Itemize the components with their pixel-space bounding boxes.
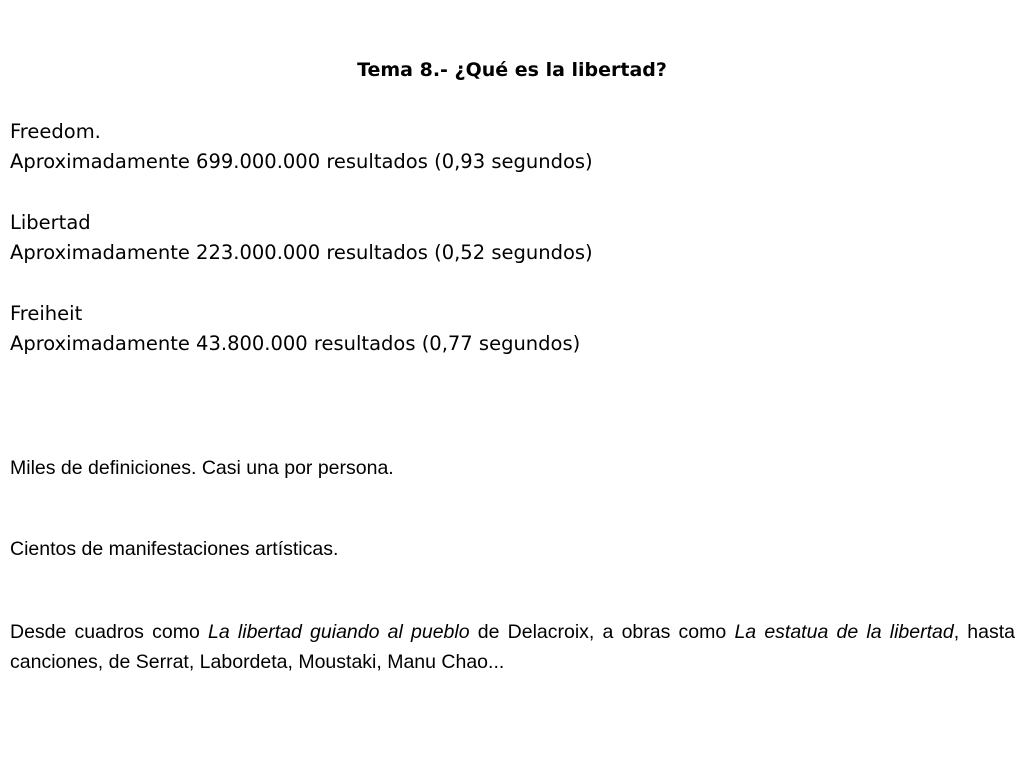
- result-item-libertad: [10, 208, 593, 268]
- examples-text-1: Desde cuadros como: [10, 621, 209, 643]
- result-term: Freiheit: [10, 302, 83, 325]
- manifestations-paragraph: Cientos de manifestaciones artísticas.: [10, 538, 339, 560]
- examples-text-2: de Delacroix, a obras como: [469, 621, 735, 643]
- result-count: Aproximadamente 699.000.000 resultados (0,93 segundos): [10, 150, 593, 173]
- examples-paragraph: [10, 617, 1015, 677]
- examples-text-3: , hasta canciones, de Serrat, Labordeta, Moustaki, Manu Chao...: [10, 621, 1016, 673]
- page-title: Tema 8.- ¿Qué es la libertad?: [357, 59, 667, 81]
- result-item-freiheit: [10, 299, 593, 359]
- painting-title: La libertad guiando al pueblo: [208, 621, 470, 643]
- result-term: Libertad: [10, 211, 91, 234]
- result-term: Freedom.: [10, 120, 101, 143]
- result-item-freedom: [10, 117, 593, 177]
- result-count: Aproximadamente 43.800.000 resultados (0,77 segundos): [10, 332, 581, 355]
- result-count: Aproximadamente 223.000.000 resultados (0,52 segundos): [10, 241, 593, 264]
- search-results-list: [10, 117, 593, 390]
- statue-title: La estatua de la libertad: [734, 621, 954, 643]
- definitions-paragraph: Miles de definiciones. Casi una por persona.: [10, 457, 394, 479]
